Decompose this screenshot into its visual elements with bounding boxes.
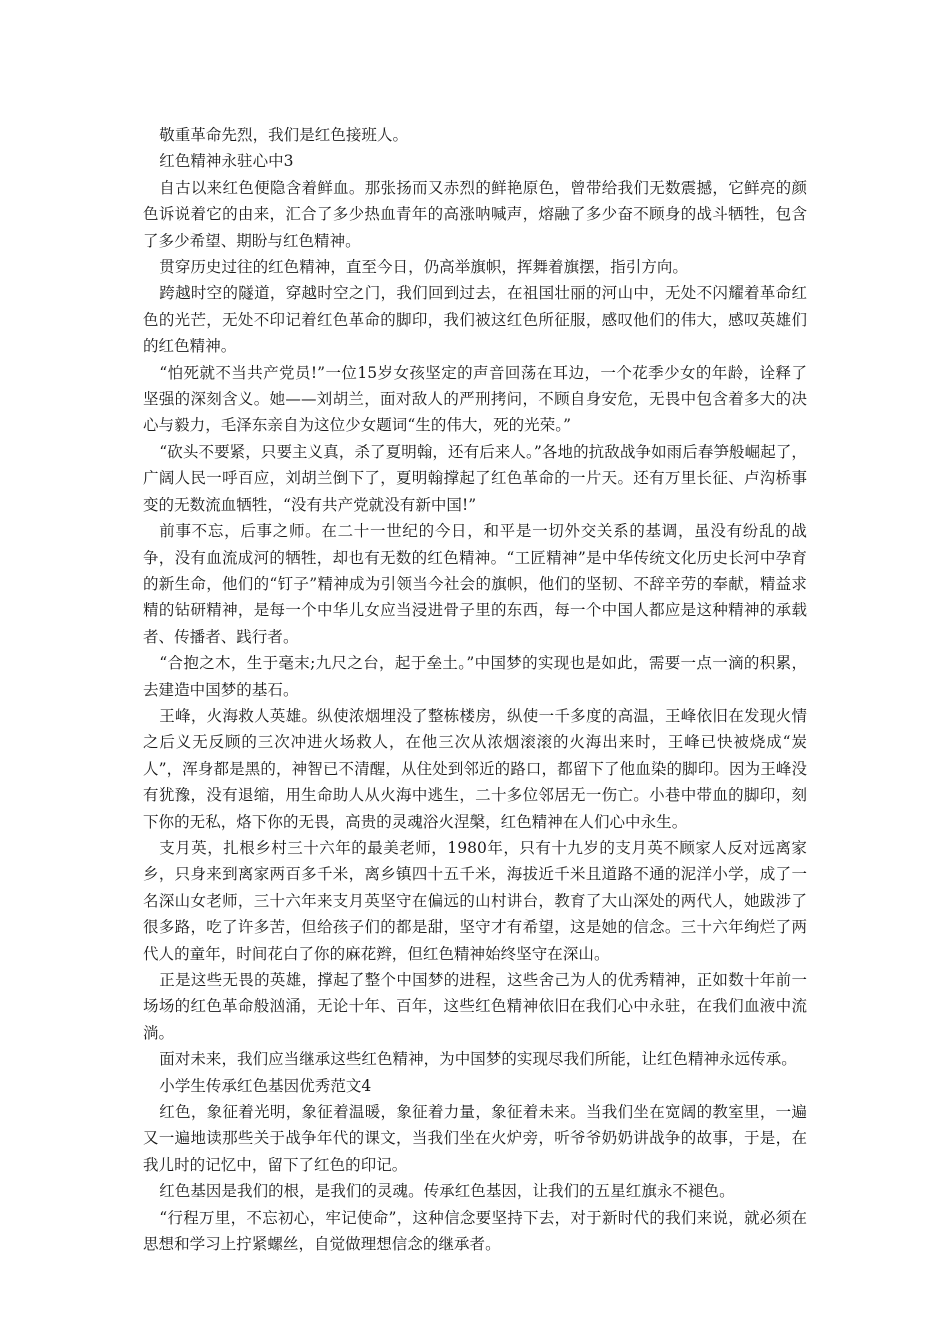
paragraph-red-gene: 红色基因是我们的根，是我们的灵魂。传承红色基因，让我们的五星红旗永不褪色。: [159, 1182, 735, 1201]
paragraph-future: 面对未来，我们应当继承这些红色精神，为中国梦的实现尽我们所能，让红色精神永远传承。: [159, 1050, 797, 1069]
paragraph-xia-minghan: “砍头不要紧，只要主义真，杀了夏明翰，还有后来人。”各地的抗敌战争如雨后春笋般崛起了，广阔人民一呼百应，刘胡兰倒下了，夏明翰撑起了红色革命的一片天。还有万里长征、卢沟桥事变的无数流血牺牲，“没有共产党就没有新中国!”: [143, 442, 807, 514]
section-heading-3: 红色精神永驻心中3: [159, 152, 294, 171]
document-page: [143, 122, 807, 1257]
paragraph-red-spirit-flag: 贯穿历史过往的红色精神，直至今日，仍高举旗帜，挥舞着旗摆，指引方向。: [159, 258, 688, 277]
paragraph-red-symbol: 红色，象征着光明，象征着温暖，象征着力量，象征着未来。当我们坐在宽阔的教室里，一遍又一遍地读那些关于战争年代的课文，当我们坐在火炉旁，听爷爷奶奶讲战争的故事，于是，在我儿时的记忆中，留下了红色的印记。: [143, 1103, 807, 1174]
paragraph-wang-feng: 王峰，火海救人英雄。纵使浓烟埋没了整栋楼房，纵使一千多度的高温，王峰依旧在发现火情之后义无反顾的三次冲进火场救人，在他三次从浓烟滚滚的火海出来时，王峰已快被烧成“炭人”，浑身都是黑的，神智已不清醒，从住处到邻近的路口，都留下了他血染的脚印。因为王峰没有犹豫，没有退缩，用生命助人从火海中逃生，二十多位邻居无一伤亡。小巷中带血的脚印，刻下你的无私，烙下你的无畏，高贵的灵魂浴火涅槃，红色精神在人们心中永生。: [143, 706, 807, 831]
paragraph-respect-martyrs: 敬重革命先烈，我们是红色接班人。: [159, 126, 409, 144]
paragraph-time-tunnel: 跨越时空的隧道，穿越时空之门，我们回到过去，在祖国壮丽的河山中，无处不闪耀着革命红色的光芒，无处不印记着红色革命的脚印，我们被这红色所征服，感叹他们的伟大，感叹英雄们的红色精神。: [143, 284, 807, 356]
paragraph-liu-hulan: “怕死就不当共产党员!”一位15岁女孩坚定的声音回荡在耳边，一个花季少女的年龄，诠释了坚强的深刻含义。她——刘胡兰，面对敌人的严刑拷问，不顾自身安危，无畏中包含着多大的决心与毅力，毛泽东亲自为这位少女题词“生的伟大，死的光荣。”: [143, 363, 807, 435]
paragraph-zhi-yueying: 支月英，扎根乡村三十六年的最美老师，1980年，只有十九岁的支月英不顾家人反对远离家乡，只身来到离家两百多千米，离乡镇四十五千米，海拔近千米且道路不通的泥洋小学，成了一名深山女老师，三十六年来支月英坚守在偏远的山村讲台，教育了大山深处的两代人，她跋涉了很多路，吃了许多苦，但给孩子们的都是甜，坚守才有希望，这是她的信念。三十六年绚烂了两代人的童年，时间花白了你的麻花辫，但红色精神始终坚守在深山。: [143, 838, 807, 963]
paragraph-craftsman-spirit: 前事不忘，后事之师。在二十一世纪的今日，和平是一切外交关系的基调，虽没有纷乱的战争，没有血流成河的牺牲，却也有无数的红色精神。“工匠精神”是中华传统文化历史长河中孕育的新生命，他们的“钉子”精神成为引领当今社会的旗帜，他们的坚韧、不辞辛劳的奉献，精益求精的钻研精神，是每一个中华儿女应当浸进骨子里的东西，每一个中国人都应是这种精神的承载者、传播者、践行者。: [143, 522, 807, 646]
paragraph-fearless-heroes: 正是这些无畏的英雄，撑起了整个中国梦的进程，这些舍己为人的优秀精神，正如数十年前一场场的红色革命般汹涌，无论十年、百年，这些红色精神依旧在我们心中永驻，在我们血液中流淌。: [143, 971, 807, 1042]
section-heading-4: 小学生传承红色基因优秀范文4: [159, 1076, 372, 1095]
paragraph-chinese-dream: “合抱之木，生于毫末;九尺之台，起于垒土。”中国梦的实现也是如此，需要一点一滴的积累，去建造中国梦的基石。: [143, 654, 807, 699]
paragraph-red-blood: 自古以来红色便隐含着鲜血。那张扬而又赤烈的鲜艳原色，曾带给我们无数震撼，它鲜亮的颜色诉说着它的由来，汇合了多少热血青年的高涨呐喊声，熔融了多少奋不顾身的战斗牺牲，包含了多少希望、期盼与红色精神。: [143, 178, 807, 250]
paragraph-original-aspiration: “行程万里，不忘初心，牢记使命”，这种信念要坚持下去，对于新时代的我们来说，就必须在思想和学习上拧紧螺丝，自觉做理想信念的继承者。: [143, 1208, 807, 1254]
